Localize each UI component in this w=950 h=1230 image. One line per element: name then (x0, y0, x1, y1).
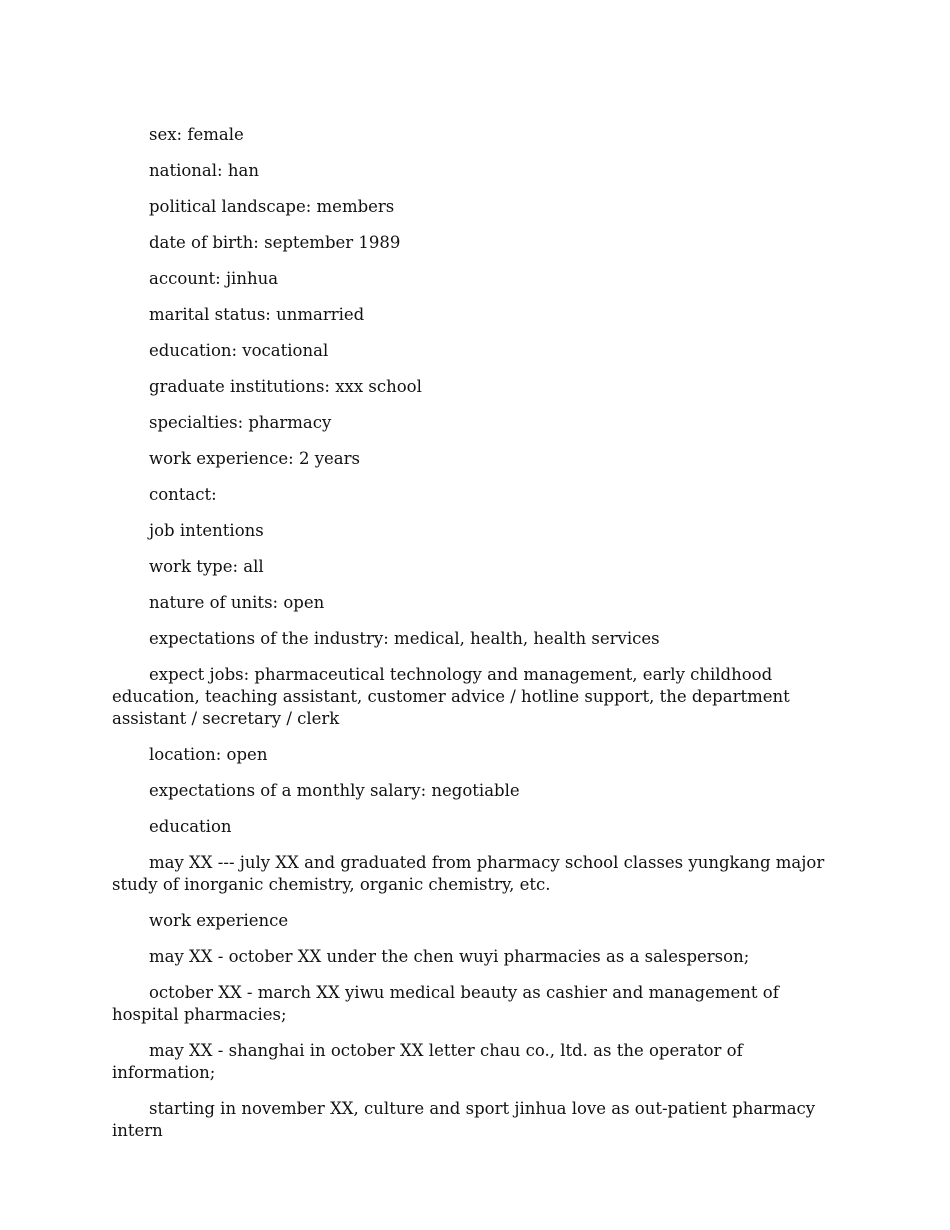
field-work-experience-years: work experience: 2 years (149, 449, 360, 468)
field-account: account: jinhua (149, 269, 279, 288)
field-graduate-institutions: graduate institutions: xxx school (149, 377, 422, 396)
field-contact: contact: (149, 485, 217, 504)
section-heading-work-experience: work experience (149, 911, 289, 930)
field-specialties: specialties: pharmacy (149, 413, 332, 432)
field-expected-salary: expectations of a monthly salary: negotiable (149, 781, 520, 800)
work-entry: starting in november XX, culture and sport jinhua love as out-patient pharmacy intern (112, 1099, 816, 1140)
work-entry: may XX - shanghai in october XX letter chau co., ltd. as the operator of information; (112, 1041, 743, 1082)
field-expected-industry: expectations of the industry: medical, health, health services (149, 629, 660, 648)
resume-document (112, 124, 842, 1156)
education-entry: may XX --- july XX and graduated from pharmacy school classes yungkang major study of inorganic chemistry, organic chemistry, etc. (112, 853, 825, 894)
field-sex: sex: female (149, 125, 244, 144)
field-expected-jobs: expect jobs: pharmaceutical technology and management, early childhood education, teaching assistant, customer advice / hotline support, the department assistant / secretary / clerk (112, 665, 790, 728)
field-location: location: open (149, 745, 268, 764)
field-political-landscape: political landscape: members (149, 197, 395, 216)
section-heading-education: education (149, 817, 232, 836)
work-entry: october XX - march XX yiwu medical beauty as cashier and management of hospital pharmacies; (112, 983, 779, 1024)
work-entry: may XX - october XX under the chen wuyi pharmacies as a salesperson; (149, 947, 750, 966)
section-heading-job-intentions: job intentions (149, 521, 264, 540)
field-education-level: education: vocational (149, 341, 329, 360)
field-nature-of-units: nature of units: open (149, 593, 325, 612)
field-work-type: work type: all (149, 557, 264, 576)
field-marital-status: marital status: unmarried (149, 305, 365, 324)
field-national: national: han (149, 161, 259, 180)
field-date-of-birth: date of birth: september 1989 (149, 233, 401, 252)
